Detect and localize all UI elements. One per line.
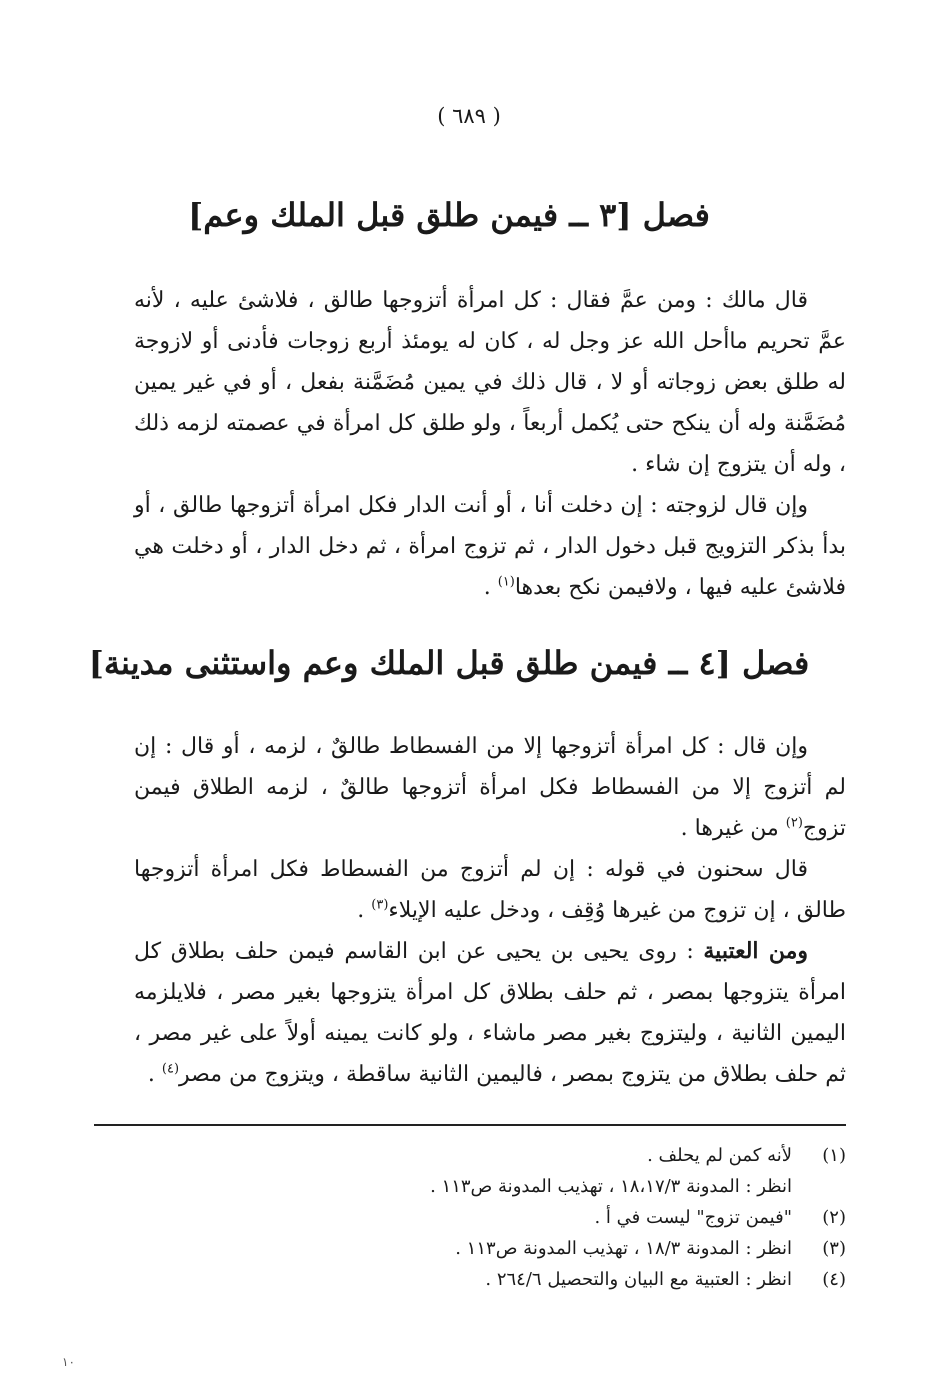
section-heading-4: فصل [٤ ــ فيمن طلق قبل الملك وعم واستثنى مدينة] <box>88 644 810 682</box>
paragraph: قال سحنون في قوله : إن لم أتزوج من الفسطاط فكل امرأة أتزوجها طالق ، إن تزوج من غيرها وُقِف ، ودخل عليه الإيلاء$^{(٣)}$ . <box>134 857 846 923</box>
footnote: (٤) انظر : العتبية مع البيان والتحصيل ٢٦٤/٦ . <box>485 1269 846 1290</box>
footnote: (١) لأنه كمن لم يحلف . <box>647 1145 846 1166</box>
source-label: ومن العتبية <box>703 938 808 964</box>
footnote: (٣) انظر : المدونة ١٨/٣ ، تهذيب المدونة ص١١٣ . <box>455 1238 846 1259</box>
footnote-ref: (٣) <box>371 897 389 913</box>
section-3-body <box>134 280 846 608</box>
corner-mark: ١٠ <box>62 1355 75 1369</box>
paragraph: قال مالك : ومن عمَّ فقال : كل امرأة أتزوجها طالق ، فلاشئ عليه ، لأنه عمَّ تحريم ماأحل الله عز وجل له ، كان له يومئذ أربع زوجات فأدنى أو لازوجة له طلق بعض زوجاته أو لا ، قال ذلك في يمين مُضَمَّنة بفعل ، أو في غير يمين مُضَمَّنة وله أن ينكح حتى يُكمل أربعاً ، ولو طلق كل امرأة في عصمته لزمه ذلك ، وله أن يتزوج إن شاء . <box>134 288 846 477</box>
footnotes <box>94 1140 846 1295</box>
footnote-divider <box>94 1124 846 1126</box>
footnote-ref: (٢) <box>785 815 803 831</box>
paragraph: وإن قال لزوجته : إن دخلت أنا ، أو أنت الدار فكل امرأة أتزوجها طالق ، أو بدأ بذكر التزويج قبل دخول الدار ، ثم تزوج امرأة ، ثم دخل الدار ، أو دخلت هي فلاشئ عليه فيها ، ولافيمن نكح بعدها$^{(١)}$ . <box>134 493 847 600</box>
footnote-ref: (١) <box>497 574 515 590</box>
section-4-body <box>134 726 846 1095</box>
footnote: (٢) "فيمن تزوج" ليست في أ . <box>594 1207 846 1228</box>
paragraph: ومن العتبية : روى يحيى بن يحيى عن ابن القاسم فيمن حلف بطلاق كل امرأة يتزوجها بمصر ، ثم حلف بطلاق كل امرأة يتزوجها بغير مصر ، فلايلزمه اليمين الثانية ، وليتزوج بغير مصر ماشاء ، ولو كانت يمينه أولاً على غير مصر ، ثم حلف بطلاق من يتزوج بمصر ، فاليمين الثانية ساقطة ، ويتزوج من مصر$^{(٤)}$ . <box>134 938 846 1087</box>
section-heading-3: فصل [٣ ــ فيمن طلق قبل الملك وعم] <box>188 196 710 234</box>
footnote: انظر : المدونة ١٨،١٧/٣ ، تهذيب المدونة ص١١٣ . <box>430 1176 792 1197</box>
footnote-ref: (٤) <box>161 1061 180 1077</box>
paragraph: وإن قال : كل امرأة أتزوجها إلا من الفسطاط طالقٌ ، لزمه ، أو قال : إن لم أتزوج إلا من الفسطاط فكل امرأة أتزوجها طالقٌ ، لزمه الطلاق فيمن تزوج$^{(٢)}$ من غيرها . <box>134 734 846 841</box>
page-number: ( ٦٨٩ ) <box>437 104 501 128</box>
